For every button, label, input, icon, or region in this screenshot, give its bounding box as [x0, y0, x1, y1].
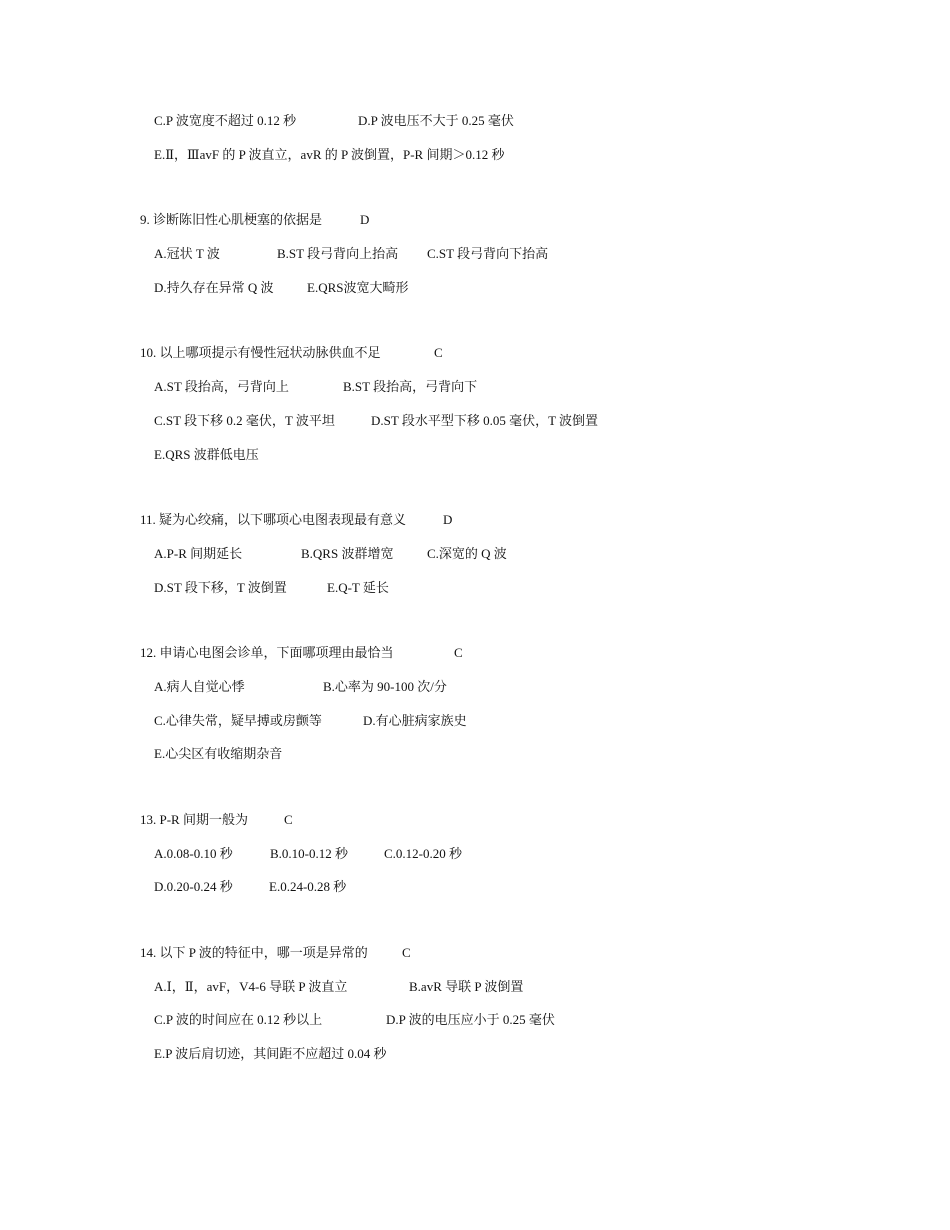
question-10-option-a: A.ST 段抬高，弓背向上	[154, 379, 289, 394]
question-9-option-c: C.ST 段弓背向下抬高	[427, 246, 549, 261]
question-12-stem: 12. 申请心电图会诊单，下面哪项理由最恰当	[140, 645, 394, 660]
question-14-option-d: D.P 波的电压应小于 0.25 毫伏	[386, 1012, 555, 1027]
question-12-option-b: B.心率为 90-100 次/分	[323, 679, 447, 694]
option-d: D.P 波电压不大于 0.25 毫伏	[358, 113, 514, 128]
question-10-stem: 10. 以上哪项提示有慢性冠状动脉供血不足	[140, 345, 381, 360]
question-10-option-d: D.ST 段水平型下移 0.05 毫伏，T 波倒置	[371, 413, 599, 428]
question-12-answer: C	[454, 645, 463, 660]
question-12-option-a: A.病人自觉心悸	[154, 679, 245, 694]
question-14-option-e: E.P 波后肩切迹，其间距不应超过 0.04 秒	[154, 1046, 387, 1061]
question-14-stem: 14. 以下 P 波的特征中，哪一项是异常的	[140, 945, 368, 960]
question-10-option-e: E.QRS 波群低电压	[154, 447, 259, 462]
question-13-option-c: C.0.12-0.20 秒	[384, 846, 463, 861]
option-c: C.P 波宽度不超过 0.12 秒	[154, 113, 297, 128]
question-9-option-a: A.冠状 T 波	[154, 246, 220, 261]
question-9-option-b: B.ST 段弓背向上抬高	[277, 246, 399, 261]
question-11-option-d: D.ST 段下移，T 波倒置	[154, 580, 287, 595]
question-11-answer: D	[443, 512, 453, 527]
question-13-option-e: E.0.24-0.28 秒	[269, 879, 347, 894]
question-9-answer: D	[360, 212, 370, 227]
question-12-option-e: E.心尖区有收缩期杂音	[154, 746, 283, 761]
question-13-answer: C	[284, 812, 293, 827]
question-14-option-b: B.avR 导联 P 波倒置	[409, 979, 524, 994]
question-11-stem: 11. 疑为心绞痛，以下哪项心电图表现最有意义	[140, 512, 407, 527]
question-11-option-a: A.P-R 间期延长	[154, 546, 243, 561]
question-9-option-d: D.持久存在异常 Q 波	[154, 280, 274, 295]
question-13-stem: 13. P-R 间期一般为	[140, 812, 248, 827]
question-13-option-d: D.0.20-0.24 秒	[154, 879, 233, 894]
question-10-answer: C	[434, 345, 443, 360]
question-11-option-c: C.深宽的 Q 波	[427, 546, 507, 561]
question-10-option-c: C.ST 段下移 0.2 毫伏，T 波平坦	[154, 413, 335, 428]
question-14-answer: C	[402, 945, 411, 960]
question-13-option-b: B.0.10-0.12 秒	[270, 846, 349, 861]
question-9-option-e: E.QRS波宽大畸形	[307, 280, 409, 295]
question-14-option-a: A.Ⅰ，Ⅱ，avF，V4-6 导联 P 波直立	[154, 979, 348, 994]
question-12-option-d: D.有心脏病家族史	[363, 713, 467, 728]
question-11-option-e: E.Q-T 延长	[327, 580, 389, 595]
question-13-option-a: A.0.08-0.10 秒	[154, 846, 233, 861]
question-11-option-b: B.QRS 波群增宽	[301, 546, 394, 561]
question-12-option-c: C.心律失常，疑早搏或房颤等	[154, 713, 322, 728]
question-10-option-b: B.ST 段抬高，弓背向下	[343, 379, 478, 394]
question-9-stem: 9. 诊断陈旧性心肌梗塞的依据是	[140, 212, 323, 227]
question-14-option-c: C.P 波的时间应在 0.12 秒以上	[154, 1012, 323, 1027]
option-e: E.Ⅱ，ⅢavF 的 P 波直立，avR 的 P 波倒置，P-R 间期＞0.12 秒	[154, 147, 505, 162]
